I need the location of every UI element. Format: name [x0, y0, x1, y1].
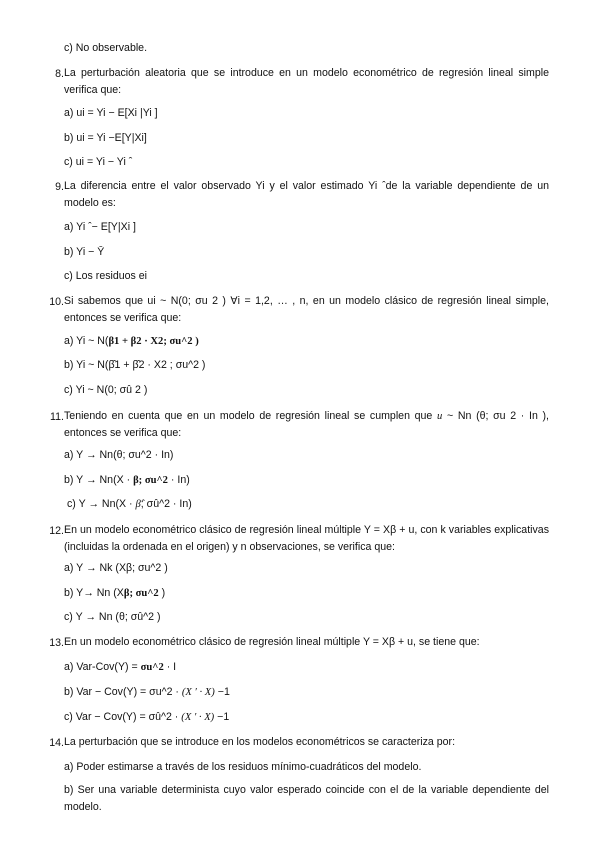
question-10-option-a-prefix: a) Yi ~ N(: [64, 335, 109, 347]
question-9-option-a: a) Yi ˆ− E[Y|Xi ]: [64, 221, 136, 233]
question-13-option-c-prefix: c) Var − Cov(Y) = σû^2 ·: [64, 711, 179, 723]
question-14-number: 14.: [49, 737, 64, 749]
question-13-option-a: [64, 660, 176, 675]
question-11-option-b-tail: · In): [167, 474, 190, 486]
question-13-stem: En un modelo econométrico clásico de regresión lineal múltiple Y = Xβ + u, se tiene que:: [64, 636, 480, 648]
question-9-number: 9.: [55, 181, 64, 193]
question-14-option-b: b) Ser una variable determinista cuyo valor esperado coincide con el de la variable dependiente del modelo.: [64, 784, 549, 813]
question-8-option-b: b) ui = Yi −E[Y|Xi]: [64, 132, 147, 144]
question-11-option-c-tail: ; σû^2 · In): [140, 498, 192, 510]
question-13-option-c: [64, 710, 229, 725]
question-10-option-a: [64, 334, 199, 349]
question-13-option-a-bold: σu^2: [140, 662, 164, 673]
question-12-option-b: [64, 586, 165, 601]
question-8-number: 8.: [55, 68, 64, 80]
question-10-option-c: c) Yi ~ N(0; σû 2 ): [64, 384, 148, 396]
question-13-number: 13.: [49, 637, 64, 649]
question-13-option-c-tail: −1: [214, 711, 230, 723]
question-9-stem: La diferencia entre el valor observado Yi y el valor estimado Yi ˆde la variable dependiente de un modelo es:: [64, 180, 549, 209]
question-8-option-a: a) ui = Yi − E[Xi |Yi ]: [64, 107, 158, 119]
question-14-option-a: a) Poder estimarse a través de los residuos mínimo-cuadráticos del modelo.: [64, 761, 422, 773]
question-10-option-b: b) Yi ~ N(β̂1 + β̂2 · X2 ; σu^2 ): [64, 359, 206, 371]
question-11-option-c: [67, 497, 192, 512]
question-8-stem: La perturbación aleatoria que se introduce en un modelo econométrico de regresión lineal simple verifica que:: [64, 67, 549, 96]
question-11-stem: [64, 408, 549, 442]
question-13-option-b-prefix: b) Var − Cov(Y) = σu^2 ·: [64, 686, 179, 698]
question-11-number: 11.: [50, 411, 64, 423]
question-12-option-a: a) Y → Nk (Xβ; σu^2 ): [64, 562, 168, 574]
question-12-option-c: c) Y → Nn (θ; σû^2 ): [64, 611, 161, 623]
question-13-option-a-tail: · I: [163, 661, 177, 673]
question-10-stem: Si sabemos que ui ~ N(0; σu 2 ) ∀i = 1,2, … , n, en un modelo clásico de regresión lineal simple, entonces se verifica que:: [64, 295, 549, 324]
question-12-stem: En un modelo econométrico clásico de regresión lineal múltiple Y = Xβ + u, con k variables explicativas (incluidas la ordenada en el origen) y n observaciones, se verifica que:: [64, 524, 549, 553]
question-12-option-b-bold: β; σu^2: [123, 588, 159, 599]
question-11-option-b-prefix: b) Y → Nn(X ·: [64, 474, 131, 486]
question-13-option-c-matrix: (X ′ · X): [181, 712, 215, 723]
question-8-option-c: c) ui = Yi − Yi ˆ: [64, 156, 133, 168]
question-9-option-c: c) Los residuos ei: [64, 270, 148, 282]
question-11-option-c-beta: β̂: [135, 499, 141, 510]
question-11-option-b: [64, 473, 190, 488]
question-11-stem-end: ~ Nn (θ; σu 2 · In ), entonces se verifica que:: [64, 410, 549, 439]
question-13-option-b: [64, 685, 230, 700]
lead-option: c) No observable.: [64, 42, 148, 54]
question-11-option-b-bold: β; σu^2: [133, 475, 168, 486]
question-11-stem-u: u: [437, 411, 443, 422]
question-12-number: 12.: [49, 525, 64, 537]
question-11-option-a: a) Y → Nn(θ; σu^2 · In): [64, 449, 174, 461]
question-11-option-c-prefix: c) Y → Nn(X ·: [67, 498, 133, 510]
question-12-option-b-tail: ): [158, 587, 166, 599]
question-11-stem-start: Teniendo en cuenta que en un modelo de regresión lineal se cumplen que: [64, 410, 433, 422]
question-14-stem: La perturbación que se introduce en los modelos econométricos se caracteriza por:: [64, 736, 456, 748]
question-13-option-b-matrix: (X ′ · X): [181, 687, 215, 698]
question-13-option-b-tail: −1: [214, 686, 230, 698]
question-10-option-a-formula: β1 + β2 · X2; σu^2 ): [108, 336, 199, 347]
question-12-option-b-prefix: b) Y→ Nn (X: [64, 587, 124, 599]
question-13-option-a-prefix: a) Var-Cov(Y) =: [64, 661, 138, 673]
question-10-number: 10.: [49, 296, 64, 308]
question-9-option-b: b) Yi − Ȳ: [64, 246, 105, 258]
